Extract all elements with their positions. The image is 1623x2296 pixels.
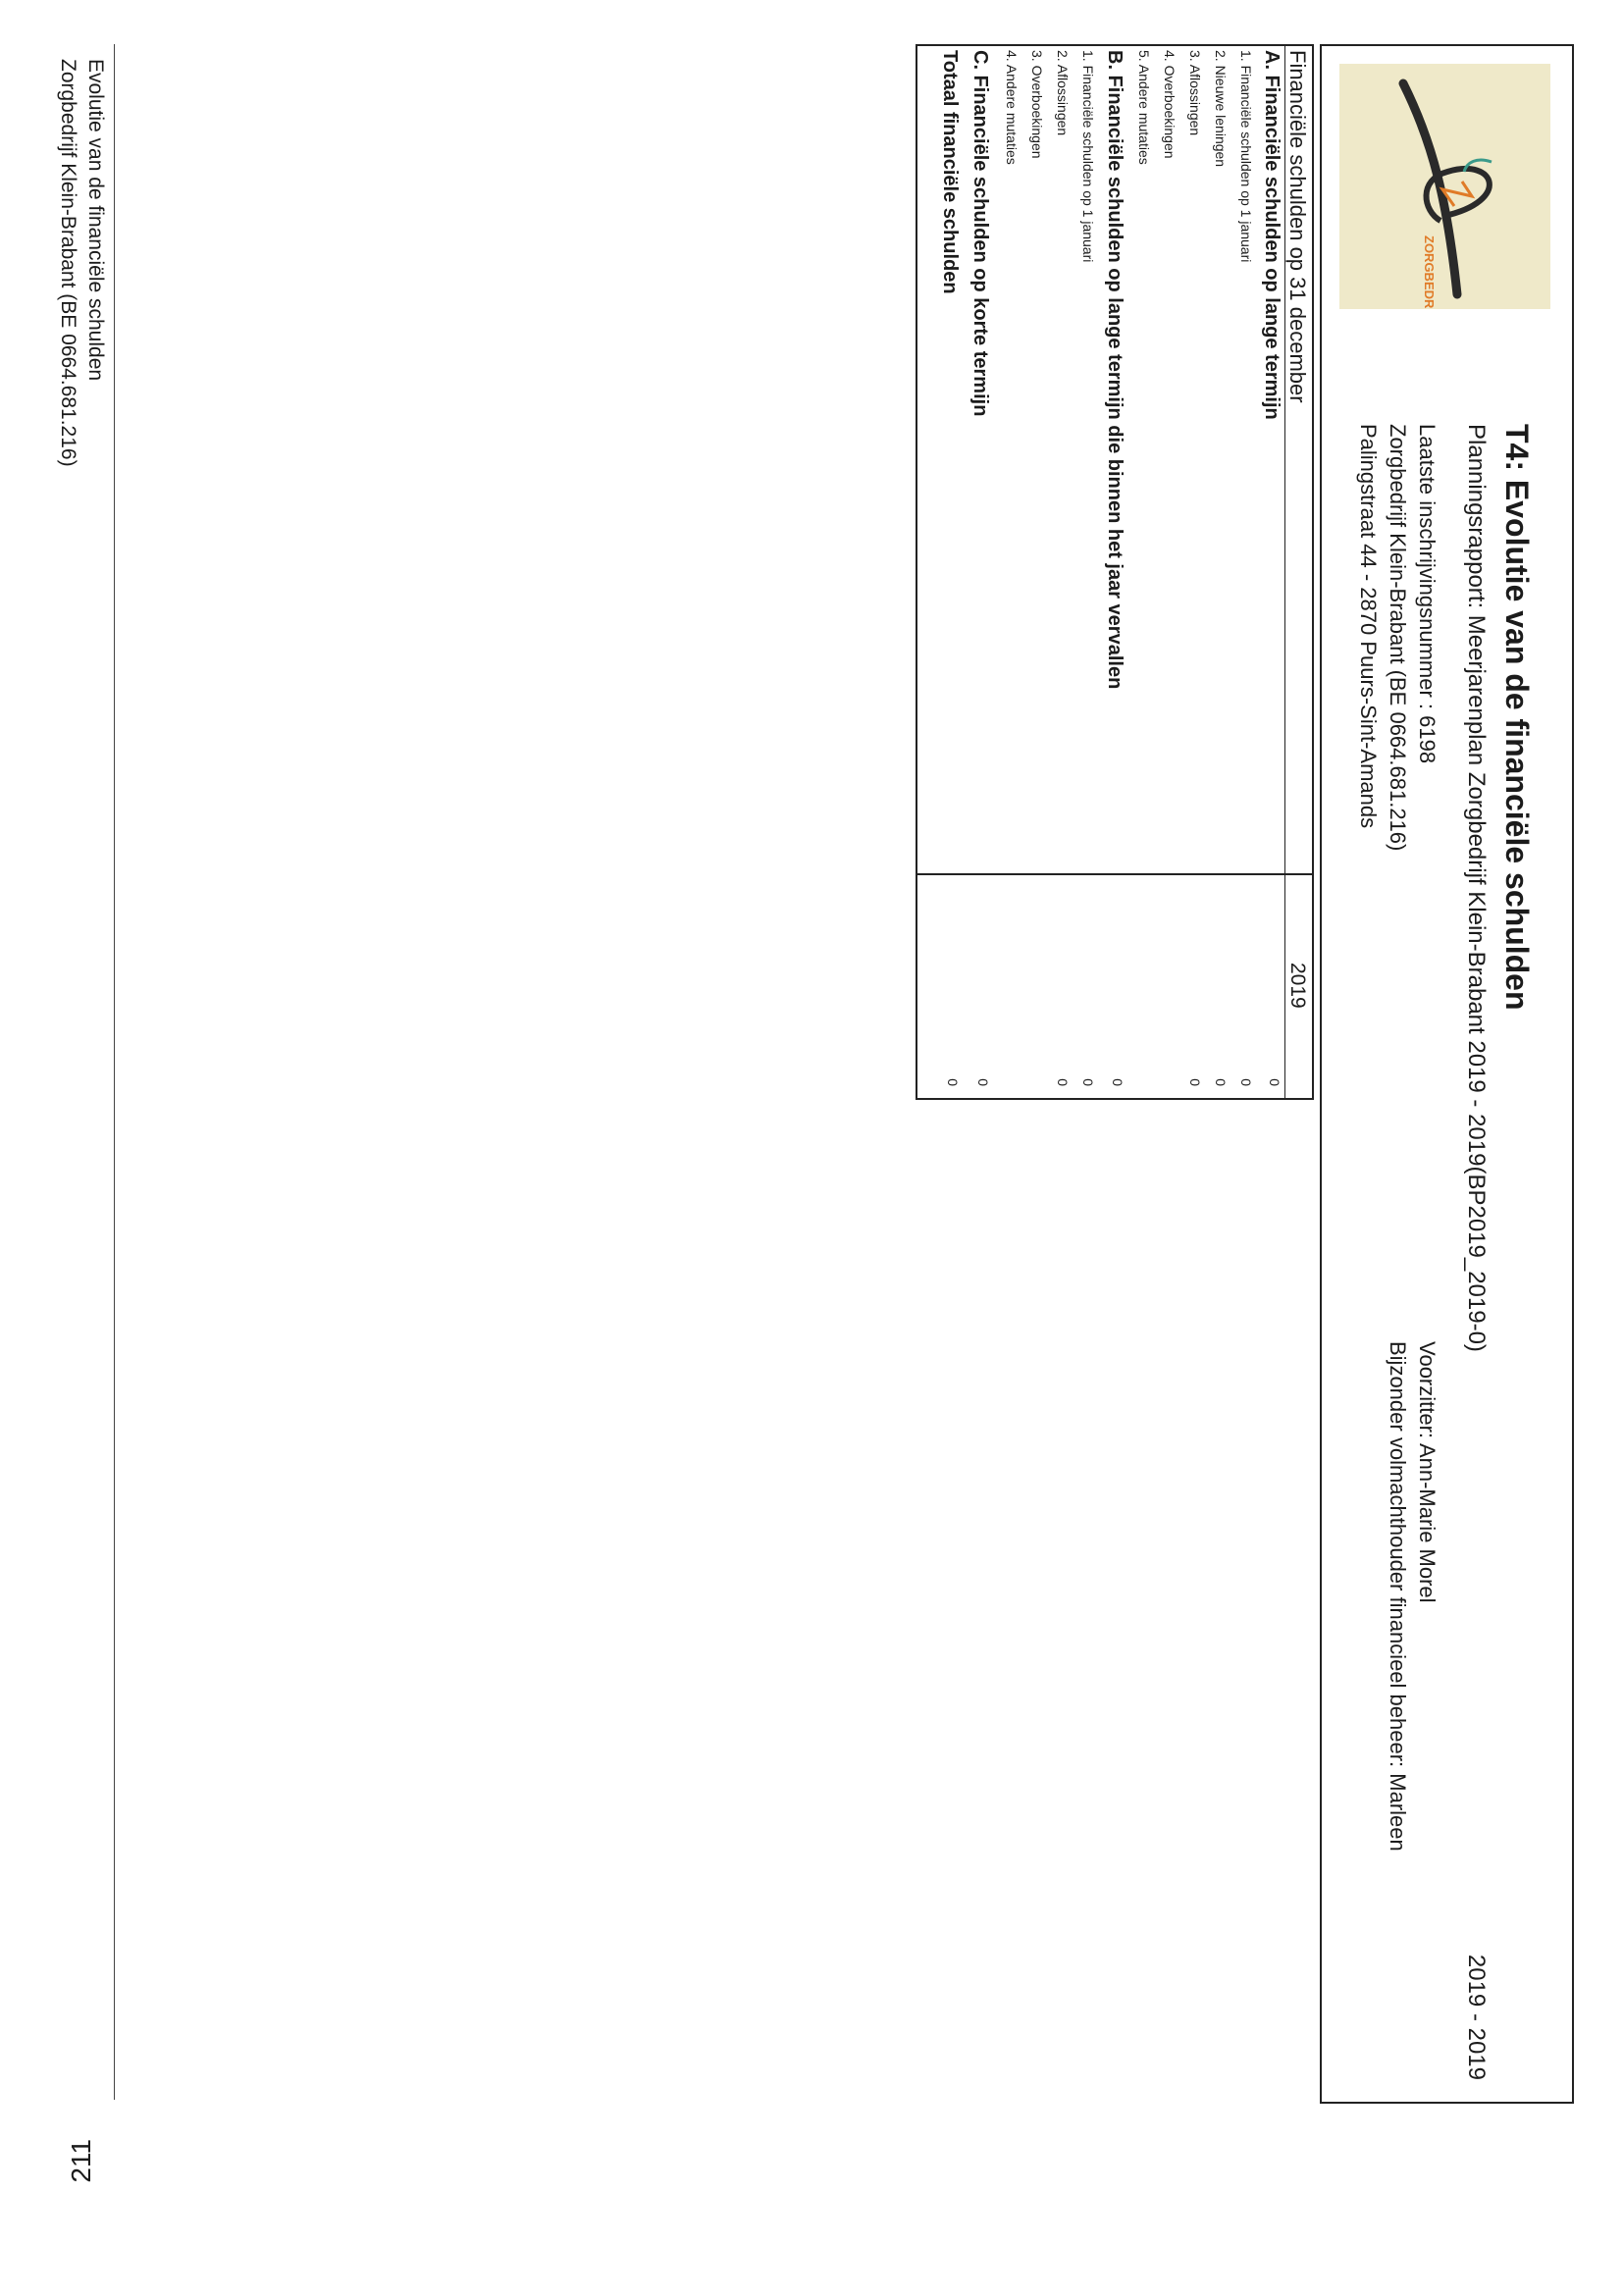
report-period: 2019 - 2019	[1463, 1954, 1490, 2080]
table-row	[1178, 46, 1203, 1098]
table-row	[1126, 46, 1152, 1098]
table-row	[1100, 46, 1126, 1098]
row-value: 0	[1238, 1078, 1254, 1086]
row-label: A. Financiële schulden op lange termijn	[1261, 50, 1283, 420]
table-row	[1071, 46, 1096, 1098]
table-row	[1257, 46, 1283, 1098]
row-label: C. Financiële schulden op korte termijn	[969, 50, 991, 417]
row-value: 0	[1267, 1078, 1283, 1086]
row-label: 4. Andere mutaties	[1004, 50, 1020, 165]
table-row	[1229, 46, 1254, 1098]
row-value: 0	[1110, 1078, 1126, 1086]
table-row	[1203, 46, 1229, 1098]
row-label: 1. Financiële schulden op 1 januari	[1238, 50, 1254, 263]
row-label: 1. Financiële schulden op 1 januari	[1080, 50, 1096, 263]
row-value: 0	[975, 1078, 991, 1086]
zorgbedrijf-logo	[1339, 64, 1550, 309]
row-value: 0	[1213, 1078, 1229, 1086]
table-row	[1152, 46, 1178, 1098]
row-label: 5. Andere mutaties	[1136, 50, 1152, 165]
row-label: B. Financiële schulden op lange termijn die binnen het jaar vervallen	[1104, 50, 1126, 690]
chair-name: Voorzitter: Ann-Marie Morel	[1415, 1341, 1440, 1603]
table-row	[994, 46, 1020, 1098]
year-column-header: 2019	[1286, 963, 1309, 1009]
financial-debt-table	[916, 44, 1314, 1100]
table-title: Financiële schulden op 31 december	[1285, 50, 1310, 403]
table-row	[1020, 46, 1045, 1098]
footer-report-name: Evolutie van de financiële schulden	[84, 59, 107, 382]
footer-divider	[114, 44, 115, 2100]
organisation-address: Palingstraat 44 - 2870 Puurs-Sint-Amands	[1356, 424, 1381, 829]
report-header	[1320, 44, 1574, 2104]
logo-text: ZORGBEDRIJF	[1422, 235, 1437, 309]
row-value: 0	[1055, 1078, 1071, 1086]
organisation-name: Zorgbedrijf Klein-Brabant (BE 0664.681.216)	[1386, 424, 1410, 852]
row-label: 2. Aflossingen	[1055, 50, 1071, 136]
row-label: 3. Aflossingen	[1187, 50, 1203, 136]
finance-officer: Bijzonder volmachthouder financieel beheer: Marleen	[1386, 1341, 1410, 1852]
table-row	[966, 46, 991, 1098]
row-value: 0	[1080, 1078, 1096, 1086]
page-title: T4: Evolutie van de financiële schulden	[1499, 424, 1535, 1011]
report-subtitle: Planningsrapport: Meerjarenplan Zorgbedrijf Klein-Brabant 2019 - 2019(BP2019_2019-0)	[1463, 424, 1490, 1352]
registration-number: Laatste inschrijvingsnummer : 6198	[1415, 424, 1440, 764]
row-label: 4. Overboekingen	[1162, 50, 1178, 159]
row-label: Totaal financiële schulden	[939, 50, 961, 294]
page-number: 211	[66, 2139, 96, 2183]
row-label: 3. Overboekingen	[1029, 50, 1045, 159]
logo-emblem-icon	[1339, 64, 1550, 309]
row-label: 2. Nieuwe leningen	[1213, 50, 1229, 168]
table-row	[1045, 46, 1071, 1098]
row-value: 0	[945, 1078, 961, 1086]
table-row	[935, 46, 961, 1098]
footer-organisation: Zorgbedrijf Klein-Brabant (BE 0664.681.216)	[57, 59, 79, 467]
row-value: 0	[1187, 1078, 1203, 1086]
